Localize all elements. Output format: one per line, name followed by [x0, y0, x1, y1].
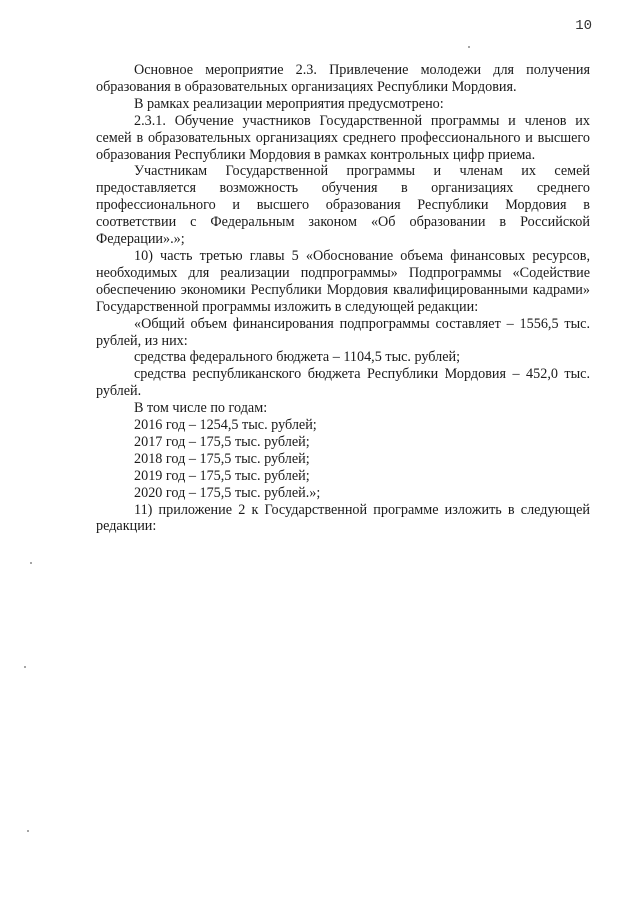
republican-budget-line: средства республиканского бюджета Республики Мордовия – 452,0 тыс. рублей. [96, 366, 590, 400]
scan-speck [30, 562, 32, 564]
paragraph-education-opportunity: Участникам Государственной программы и членам их семей предоставляется возможность обучения в организациях среднего профессионального и высшего образования Республики Мордовия в соответствии с Федеральным законом «Об образовании в Российской Федерации».»; [96, 163, 590, 248]
paragraph-item-11: 11) приложение 2 к Государственной программе изложить в следующей редакции: [96, 501, 590, 535]
paragraph-2-3-1: 2.3.1. Обучение участников Государственной программы и членов их семей в образовательных организациях среднего профессионального и высшего образования Республики Мордовия в рамках контрольных цифр приема. [96, 112, 590, 163]
paragraph-total-funding: «Общий объем финансирования подпрограммы составляет – 1556,5 тыс. рублей, из них: [96, 315, 590, 349]
year-2018-line: 2018 год – 175,5 тыс. рублей; [134, 450, 310, 467]
by-years-heading: В том числе по годам: [134, 400, 268, 417]
page-number: 10 [575, 18, 592, 34]
scan-speck [468, 46, 470, 48]
scan-speck [24, 666, 26, 668]
federal-budget-line: средства федерального бюджета – 1104,5 тыс. рублей; [134, 349, 461, 366]
paragraph-provisions-intro: В рамках реализации мероприятия предусмотрено: [134, 95, 444, 112]
year-2019-line: 2019 год – 175,5 тыс. рублей; [134, 467, 310, 484]
year-2017-line: 2017 год – 175,5 тыс. рублей; [134, 433, 310, 450]
scan-speck [27, 830, 29, 832]
year-2016-line: 2016 год – 1254,5 тыс. рублей; [134, 417, 317, 434]
paragraph-item-10: 10) часть третью главы 5 «Обоснование объема финансовых ресурсов, необходимых для реализации подпрограммы» Подпрограммы «Содействие обеспечению экономики Республики Мордовия квалифицированными кадрами» Государственной программы изложить в следующей редакции: [96, 247, 590, 315]
year-2020-line: 2020 год – 175,5 тыс. рублей.»; [134, 484, 321, 501]
paragraph-event-2-3: Основное мероприятие 2.3. Привлечение молодежи для получения образования в образовательных организациях Республики Мордовия. [96, 62, 590, 95]
document-body [96, 62, 590, 535]
